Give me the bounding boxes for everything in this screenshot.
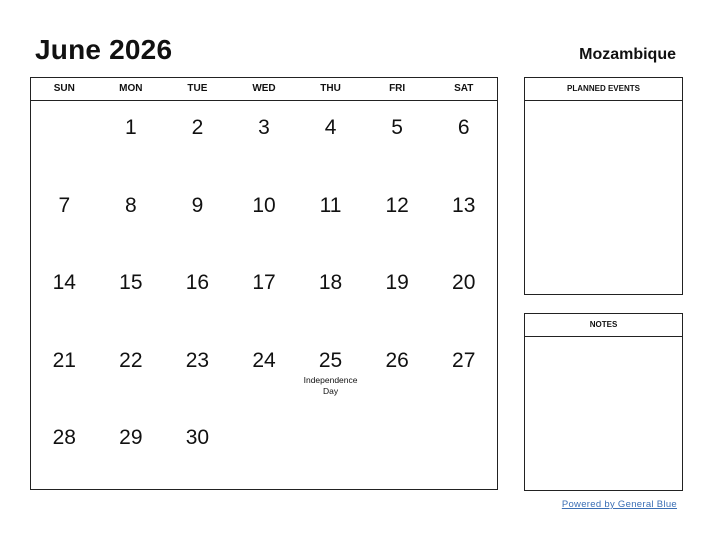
day-number: 23 — [185, 348, 210, 372]
day-cell — [364, 101, 431, 179]
day-number: 19 — [385, 271, 409, 295]
planned-events-panel — [524, 77, 683, 295]
day-cell — [31, 411, 98, 489]
day-number: 10 — [252, 193, 276, 217]
day-number: 4 — [324, 116, 337, 139]
day-number: 13 — [452, 193, 476, 217]
day-cell — [231, 179, 298, 257]
weekday-header-row — [31, 78, 497, 101]
day-cell — [364, 411, 431, 489]
day-number: 30 — [185, 426, 210, 450]
day-number: 20 — [452, 271, 476, 295]
day-number: 8 — [125, 193, 137, 217]
day-number: 16 — [185, 271, 210, 295]
day-cell — [231, 256, 298, 334]
day-cell — [430, 179, 497, 257]
calendar-grid — [30, 77, 498, 490]
day-cell — [164, 334, 231, 412]
day-cell — [297, 334, 364, 412]
day-cell — [164, 256, 231, 334]
day-number: 14 — [52, 271, 76, 295]
day-cell — [31, 256, 98, 334]
weekday-sat: SAT — [454, 83, 474, 94]
day-cell — [364, 334, 431, 412]
day-number: 27 — [452, 348, 476, 372]
day-cell — [164, 179, 231, 257]
day-cell — [231, 411, 298, 489]
day-number: 28 — [52, 426, 76, 450]
weekday-sun: SUN — [53, 83, 75, 94]
day-number: 3 — [258, 116, 270, 139]
day-cell — [430, 334, 497, 412]
day-number: 29 — [119, 426, 143, 450]
day-cell — [98, 101, 165, 179]
weekday-fri: FRI — [389, 83, 406, 94]
day-number: 12 — [385, 193, 409, 217]
day-cell — [98, 179, 165, 257]
day-number: 25 — [318, 348, 343, 372]
day-number: 17 — [252, 271, 276, 295]
day-number: 9 — [191, 193, 204, 217]
day-cell — [31, 334, 98, 412]
day-cell — [364, 256, 431, 334]
country-label: Mozambique — [579, 46, 676, 63]
weekday-thu: THU — [320, 83, 341, 94]
weekday-tue: TUE — [187, 83, 208, 94]
calendar-days — [31, 101, 497, 489]
day-cell — [98, 256, 165, 334]
day-number: 11 — [319, 193, 342, 217]
day-number: 6 — [457, 116, 470, 139]
day-number: 2 — [191, 116, 204, 139]
holiday-label: Independence Day — [303, 374, 358, 396]
day-cell — [98, 334, 165, 412]
day-cell — [31, 179, 98, 257]
notes-panel — [524, 313, 683, 491]
day-cell — [164, 101, 231, 179]
day-cell — [297, 256, 364, 334]
weekday-wed: WED — [252, 83, 276, 94]
day-cell — [231, 334, 298, 412]
planned-events-title: PLANNED EVENTS — [525, 78, 682, 101]
day-cell — [364, 179, 431, 257]
day-number: 26 — [385, 348, 409, 372]
day-cell — [31, 101, 98, 179]
day-number: 7 — [58, 193, 71, 217]
day-cell — [231, 101, 298, 179]
day-number: 18 — [318, 271, 343, 295]
day-cell — [430, 101, 497, 179]
day-cell — [164, 411, 231, 489]
day-cell — [98, 411, 165, 489]
weekday-mon: MON — [119, 83, 143, 94]
day-cell — [430, 256, 497, 334]
day-cell — [297, 179, 364, 257]
day-number: 1 — [125, 116, 137, 139]
day-number: 15 — [119, 271, 143, 295]
day-cell — [297, 101, 364, 179]
powered-by-link[interactable]: Powered by General Blue — [561, 499, 677, 510]
day-cell — [430, 411, 497, 489]
day-number: 21 — [52, 348, 76, 372]
page-title: June 2026 — [35, 34, 173, 65]
day-cell — [297, 411, 364, 489]
day-number: 22 — [119, 348, 143, 372]
day-number: 24 — [252, 348, 276, 372]
notes-title: NOTES — [525, 314, 682, 337]
day-number: 5 — [391, 116, 403, 139]
